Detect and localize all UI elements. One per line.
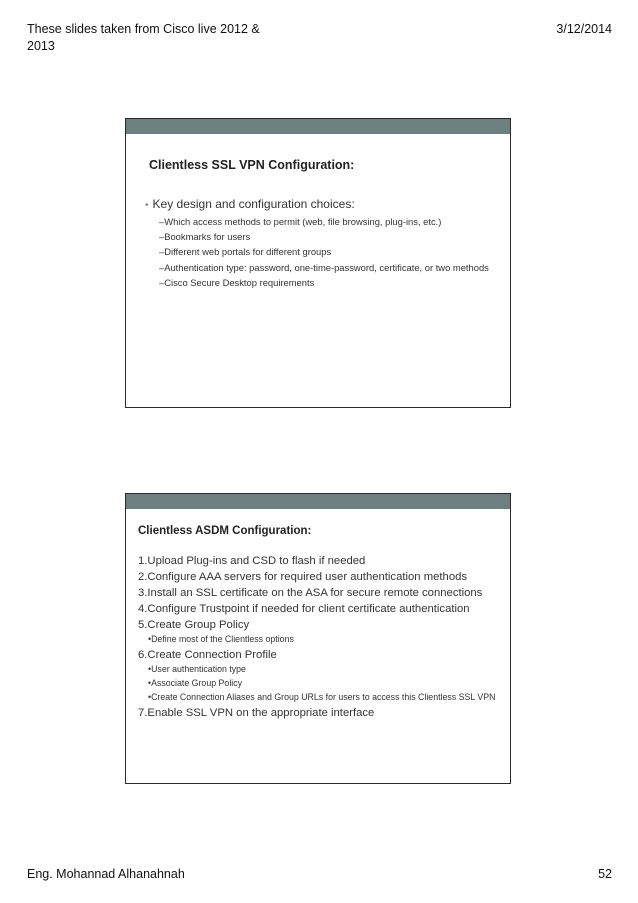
list-item: –Cisco Secure Desktop requirements (159, 276, 315, 288)
slide-title-bar (126, 494, 510, 509)
slide-bullet (145, 197, 355, 211)
slide-subitem-list (159, 216, 504, 292)
header-date: 3/12/2014 (556, 22, 612, 36)
step-item: 6.Create Connection Profile (138, 649, 277, 661)
list-item: –Which access methods to permit (web, file browsing, plug-ins, etc.) (159, 216, 442, 227)
slide-title: Clientless SSL VPN Configuration: (149, 158, 355, 172)
slide-title: Clientless ASDM Configuration: (138, 525, 312, 537)
step-item: 1.Upload Plug-ins and CSD to flash if needed (138, 555, 366, 567)
list-item: –Bookmarks for users (159, 231, 251, 243)
step-item: 7.Enable SSL VPN on the appropriate interface (138, 707, 375, 719)
step-item: 2.Configure AAA servers for required user authentication methods (138, 571, 468, 583)
list-item: –Authentication type: password, one-time-password, certificate, or two methods (159, 261, 489, 273)
sub-list-item: •Define most of the Clientless options (148, 634, 294, 644)
slide-title-bar (126, 119, 510, 134)
header-source-note: These slides taken from Cisco live 2012 & 2013 (27, 22, 260, 53)
page-number: 52 (598, 867, 612, 881)
list-item: –Different web portals for different groups (159, 246, 332, 258)
step-item: 5.Create Group Policy (138, 619, 250, 631)
slide-clientless-ssl-vpn (125, 118, 511, 408)
slide-clientless-asdm (125, 493, 511, 784)
footer-author: Eng. Mohannad Alhanahnah (27, 867, 185, 881)
sub-list-item: •Associate Group Policy (148, 678, 243, 688)
sub-list-item: •Create Connection Aliases and Group URLs for users to access this Clientless SSL VPN (148, 692, 496, 702)
bullet-text: Key design and configuration choices: (152, 197, 355, 211)
sub-list-item: •User authentication type (148, 664, 246, 674)
bullet-dot-icon: • (145, 200, 149, 211)
step-item: 4.Configure Trustpoint if needed for client certificate authentication (138, 603, 470, 615)
slide-step-list (138, 554, 503, 722)
step-item: 3.Install an SSL certificate on the ASA for secure remote connections (138, 587, 483, 599)
